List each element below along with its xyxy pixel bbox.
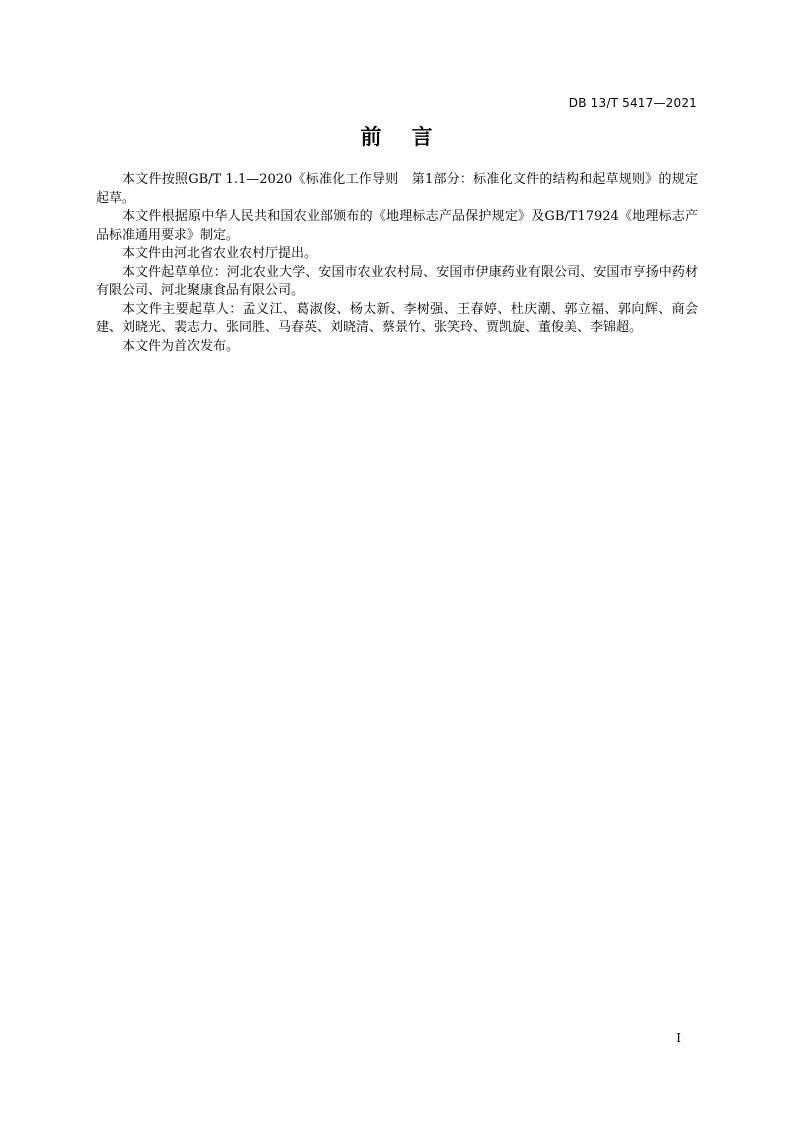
paragraph-drafters: 本文件主要起草人：孟义江、葛淑俊、杨太新、李树强、王春婷、杜庆潮、郭立福、郭向辉、商会建、刘晓光、裴志力、张同胜、马春英、刘晓清、蔡景竹、张笑玲、贾凯旋、董俊美、李锦超。 bbox=[96, 301, 698, 335]
paragraph-first-release: 本文件为首次发布。 bbox=[122, 338, 240, 354]
title-char-1: 前 bbox=[360, 125, 382, 149]
page-number: I bbox=[676, 1031, 681, 1045]
paragraph-basis: 本文件根据原中华人民共和国农业部颁布的《地理标志产品保护规定》及GB/T17924《地理标志产品标准通用要求》制定。 bbox=[96, 209, 698, 243]
page-title bbox=[0, 121, 793, 151]
standard-code: DB 13/T 5417—2021 bbox=[568, 96, 697, 110]
paragraph-drafting-units: 本文件起草单位：河北农业大学、安国市农业农村局、安国市伊康药业有限公司、安国市亨扬中药材有限公司、河北聚康食品有限公司。 bbox=[96, 264, 698, 298]
title-char-2: 言 bbox=[411, 125, 433, 149]
paragraph-drafting-rules: 本文件按照GB/T 1.1—2020《标准化工作导则 第1部分：标准化文件的结构和起草规则》的规定起草。 bbox=[96, 172, 698, 206]
paragraph-proposer: 本文件由河北省农业农村厅提出。 bbox=[122, 246, 318, 261]
foreword-body bbox=[96, 171, 698, 356]
